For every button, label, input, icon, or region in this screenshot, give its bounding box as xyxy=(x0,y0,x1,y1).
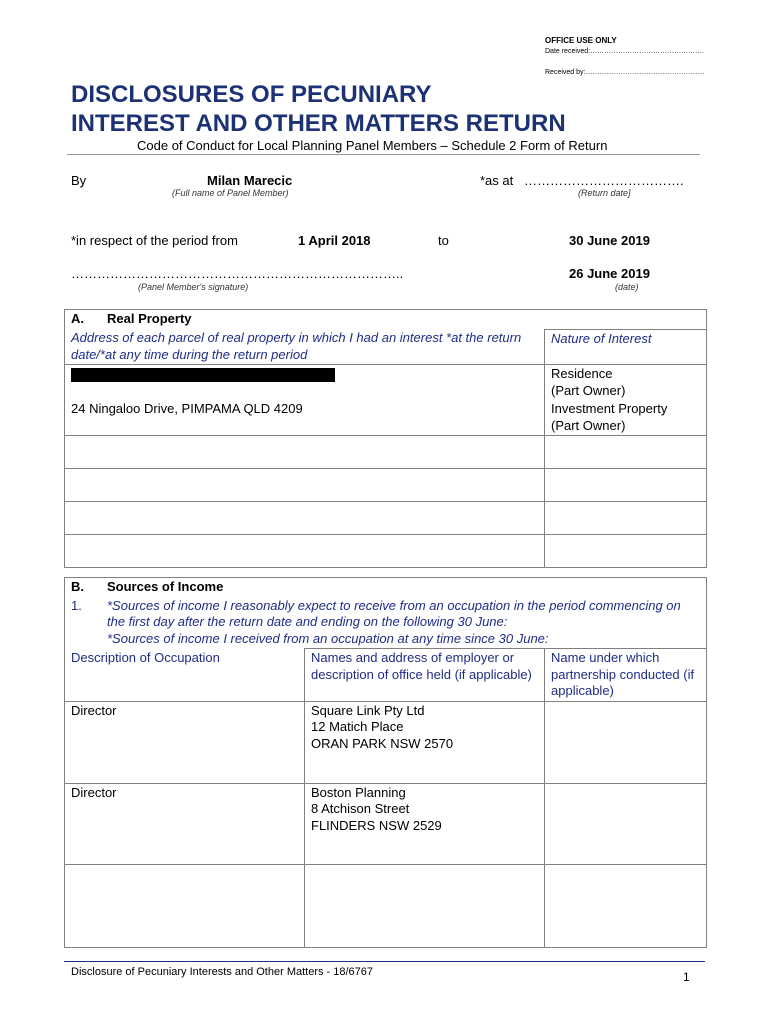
employer-line: Boston Planning xyxy=(311,784,406,800)
occupation-header: Description of Occupation xyxy=(65,649,305,702)
property-empty-address[interactable] xyxy=(65,535,545,568)
income-empty-occupation[interactable] xyxy=(65,864,305,947)
real-property-table xyxy=(64,309,707,568)
property-row-2-nature[interactable] xyxy=(545,400,707,436)
section-b-title: Sources of Income xyxy=(107,579,224,594)
title-line-1: DISCLOSURES OF PECUNIARY xyxy=(71,81,432,108)
return-date-caption: (Return date] xyxy=(578,188,631,198)
period-from[interactable]: 1 April 2018 xyxy=(298,233,371,248)
page-title xyxy=(71,80,566,138)
employer-line: 8 Atchison Street xyxy=(311,801,410,816)
property-row-1-address[interactable] xyxy=(65,365,545,401)
property-empty-address[interactable] xyxy=(65,502,545,535)
item-number: 1. xyxy=(71,597,82,613)
employer-line: FLINDERS NSW 2529 xyxy=(311,817,442,833)
signature-caption: (Panel Member's signature) xyxy=(138,282,249,292)
property-empty-nature[interactable] xyxy=(545,502,707,535)
period-to-label: to xyxy=(438,233,449,248)
subtitle: Code of Conduct for Local Planning Panel Members – Schedule 2 Form of Return xyxy=(137,138,608,153)
office-use-heading: OFFICE USE ONLY xyxy=(545,36,617,45)
instruction-1: *Sources of income I reasonably expect to receive from an occupation in the period commencing on the first day after the return date and ending on the following 30 June: xyxy=(107,597,681,629)
nature-line: Residence xyxy=(551,366,613,381)
as-at-label: *as at xyxy=(480,173,514,188)
sign-date[interactable]: 26 June 2019 xyxy=(569,266,650,281)
employer-line: ORAN PARK NSW 2570 xyxy=(311,735,454,751)
redacted-address xyxy=(71,368,335,382)
employer-line: Square Link Pty Ltd xyxy=(311,702,425,718)
title-line-2: INTEREST AND OTHER MATTERS RETURN xyxy=(71,110,566,137)
instruction-2: *Sources of income I received from an occupation at any time since 30 June: xyxy=(107,630,549,646)
section-a-title: Real Property xyxy=(107,311,192,326)
employer-header: Names and address of employer or description of office held (if applicable) xyxy=(305,649,545,702)
footer-text: Disclosure of Pecuniary Interests and Other Matters - 18/6767 xyxy=(71,966,374,978)
period-to[interactable]: 30 June 2019 xyxy=(569,233,650,248)
property-address-header: Address of each parcel of real property in which I had an interest *at the return date/*at any time during the return period xyxy=(65,329,545,365)
signature-field[interactable]: ………………………………………………………………….. xyxy=(71,266,404,281)
property-row-1-nature[interactable] xyxy=(545,365,707,401)
section-b-heading xyxy=(65,578,707,597)
income-row-2-occupation[interactable]: Director xyxy=(65,783,305,864)
by-label: By xyxy=(71,173,87,188)
office-use-box xyxy=(545,36,704,76)
property-row-2-address[interactable]: 24 Ningaloo Drive, PIMPAMA QLD 4209 xyxy=(65,400,545,436)
nature-line: (Part Owner) xyxy=(551,382,626,398)
member-name-caption: (Full name of Panel Member) xyxy=(172,188,289,198)
partnership-header: Name under which partnership conducted (if applicable) xyxy=(545,649,707,702)
nature-line: (Part Owner) xyxy=(551,417,626,433)
income-row-1-occupation[interactable]: Director xyxy=(65,701,305,783)
section-b-instructions xyxy=(65,597,707,649)
employer-line: 12 Matich Place xyxy=(311,719,404,734)
property-empty-nature[interactable] xyxy=(545,535,707,568)
income-empty-employer[interactable] xyxy=(305,864,545,947)
nature-line: Investment Property xyxy=(551,401,668,416)
property-empty-address[interactable] xyxy=(65,469,545,502)
income-empty-partnership[interactable] xyxy=(545,864,707,947)
received-by-field[interactable]: Received by:…………………………………………… xyxy=(545,69,705,76)
income-row-2-employer[interactable] xyxy=(305,783,545,864)
return-date-field[interactable]: ………………………………. xyxy=(524,173,684,188)
section-a-heading xyxy=(65,310,707,330)
page-number: 1 xyxy=(683,970,690,984)
property-empty-nature[interactable] xyxy=(545,469,707,502)
section-a-letter: A. xyxy=(71,311,84,326)
member-name[interactable]: Milan Marecic xyxy=(207,173,293,188)
header-rule xyxy=(67,154,700,155)
income-row-2-partnership[interactable] xyxy=(545,783,707,864)
section-b-letter: B. xyxy=(71,579,84,594)
period-label: *in respect of the period from xyxy=(71,233,238,248)
sources-of-income-table xyxy=(64,577,707,948)
income-row-1-partnership[interactable] xyxy=(545,701,707,783)
date-received-field[interactable]: Date received:…………………………………………. xyxy=(545,48,705,55)
property-empty-nature[interactable] xyxy=(545,436,707,469)
property-empty-address[interactable] xyxy=(65,436,545,469)
income-row-1-employer[interactable] xyxy=(305,701,545,783)
sign-date-caption: (date) xyxy=(615,282,639,292)
footer-rule xyxy=(64,961,705,962)
nature-of-interest-header: Nature of Interest xyxy=(545,329,707,365)
